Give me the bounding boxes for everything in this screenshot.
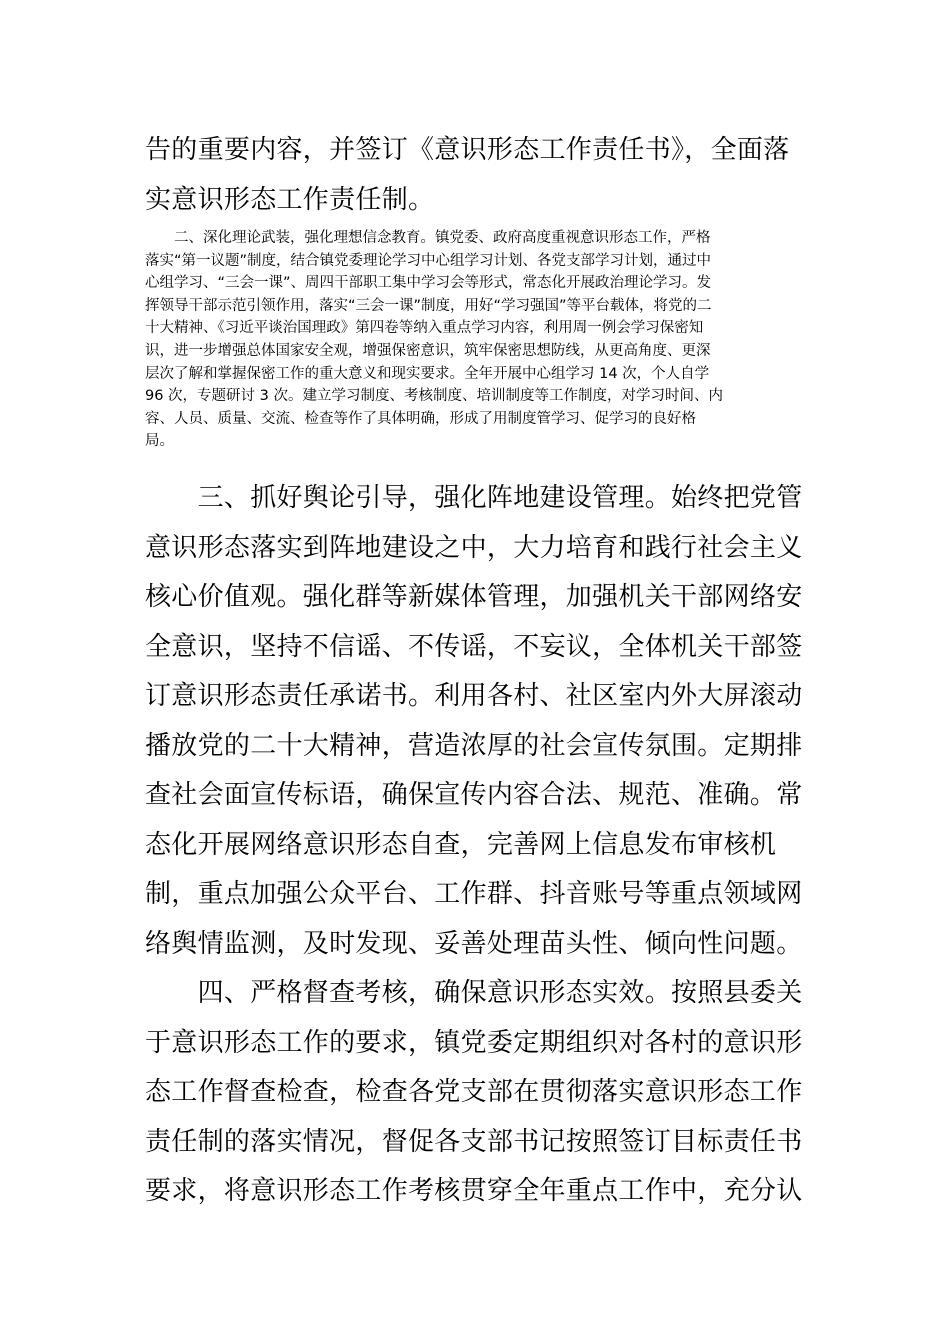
text-line: 96 次，专题研讨 3 次。建立学习制度、考核制度、培训制度等工作制度，对学习时间、内: [145, 388, 723, 405]
text-line: 播放党的二十大精神，营造浓厚的社会宣传氛围。定期排: [145, 730, 803, 761]
text-line: 于意识形态工作的要求，镇党委定期组织对各村的意识形: [145, 1027, 803, 1058]
text-line: 全意识，坚持不信谣、不传谣，不妄议，全体机关干部签: [145, 631, 803, 662]
text-line: 核心价值观。强化群等新媒体管理，加强机关干部网络安: [145, 582, 803, 612]
text-line: 二、深化理论武装，强化理想信念教育。镇党委、政府高度重视意识形态工作，严格: [145, 230, 711, 246]
text-line: 实意识形态工作责任制。: [145, 184, 435, 215]
text-line: 局。: [145, 433, 174, 450]
text-line: 查社会面宣传标语，确保宣传内容合法、规范、准确。常: [145, 780, 803, 810]
text-line: 心组学习、“三会一课”、周四干部职工集中学习会等形式，常态化开展政治理论学习。发: [145, 275, 712, 292]
text-line: 挥领导干部示范引领作用，落实“三会一课”制度，用好“学习强国”等平台载体，将党的二: [145, 297, 712, 314]
text-line: 告的重要内容，并签订《意识形态工作责任书》，全面落: [145, 135, 790, 165]
text-line: 要求，将意识形态工作考核贯穿全年重点工作中，充分认: [145, 1176, 803, 1206]
text-line: 十大精神、《习近平谈治国理政》第四卷等纳入重点学习内容，利用周一例会学习保密知: [145, 320, 704, 337]
text-line: 四、严格督查考核，确保意识形态实效。按照县委关: [145, 978, 803, 1008]
text-line: 容、人员、质量、交流、检查等作了具体明确，形成了用制度管学习、促学习的良好格: [145, 410, 696, 427]
text-line: 态化开展网络意识形态自查，完善网上信息发布审核机: [145, 829, 777, 860]
text-line: 层次了解和掌握保密工作的重大意义和现实要求。全年开展中心组学习 14 次，个人自学: [145, 365, 710, 382]
text-line: 责任制的落实情况，督促各支部书记按照签订目标责任书: [145, 1126, 803, 1157]
text-line: 制，重点加强公众平台、工作群、抖音账号等重点领域网: [145, 879, 803, 909]
text-line: 三、抓好舆论引导，强化阵地建设管理。始终把党管: [145, 483, 803, 513]
text-line: 络舆情监测，及时发现、妥善处理苗头性、倾向性问题。: [145, 928, 803, 959]
section-3-paragraph: [145, 474, 810, 969]
text-line: 态工作督查检查，检查各党支部在贯彻落实意识形态工作: [145, 1077, 803, 1107]
text-line: 识，进一步增强总体国家安全观，增强保密意识，筑牢保密思想防线，从更高角度、更深: [145, 342, 711, 359]
section-4-paragraph: [145, 969, 810, 1217]
text-line: 意识形态落实到阵地建设之中，大力培育和践行社会主义: [145, 532, 803, 563]
text-line: 订意识形态责任承诺书。利用各村、社区室内外大屏滚动: [145, 681, 803, 711]
section-2-paragraph: [145, 227, 809, 453]
intro-paragraph: [145, 126, 810, 225]
text-line: 落实“第一议题”制度，结合镇党委理论学习中心组学习计划、各党支部学习计划，通过中: [145, 252, 712, 269]
